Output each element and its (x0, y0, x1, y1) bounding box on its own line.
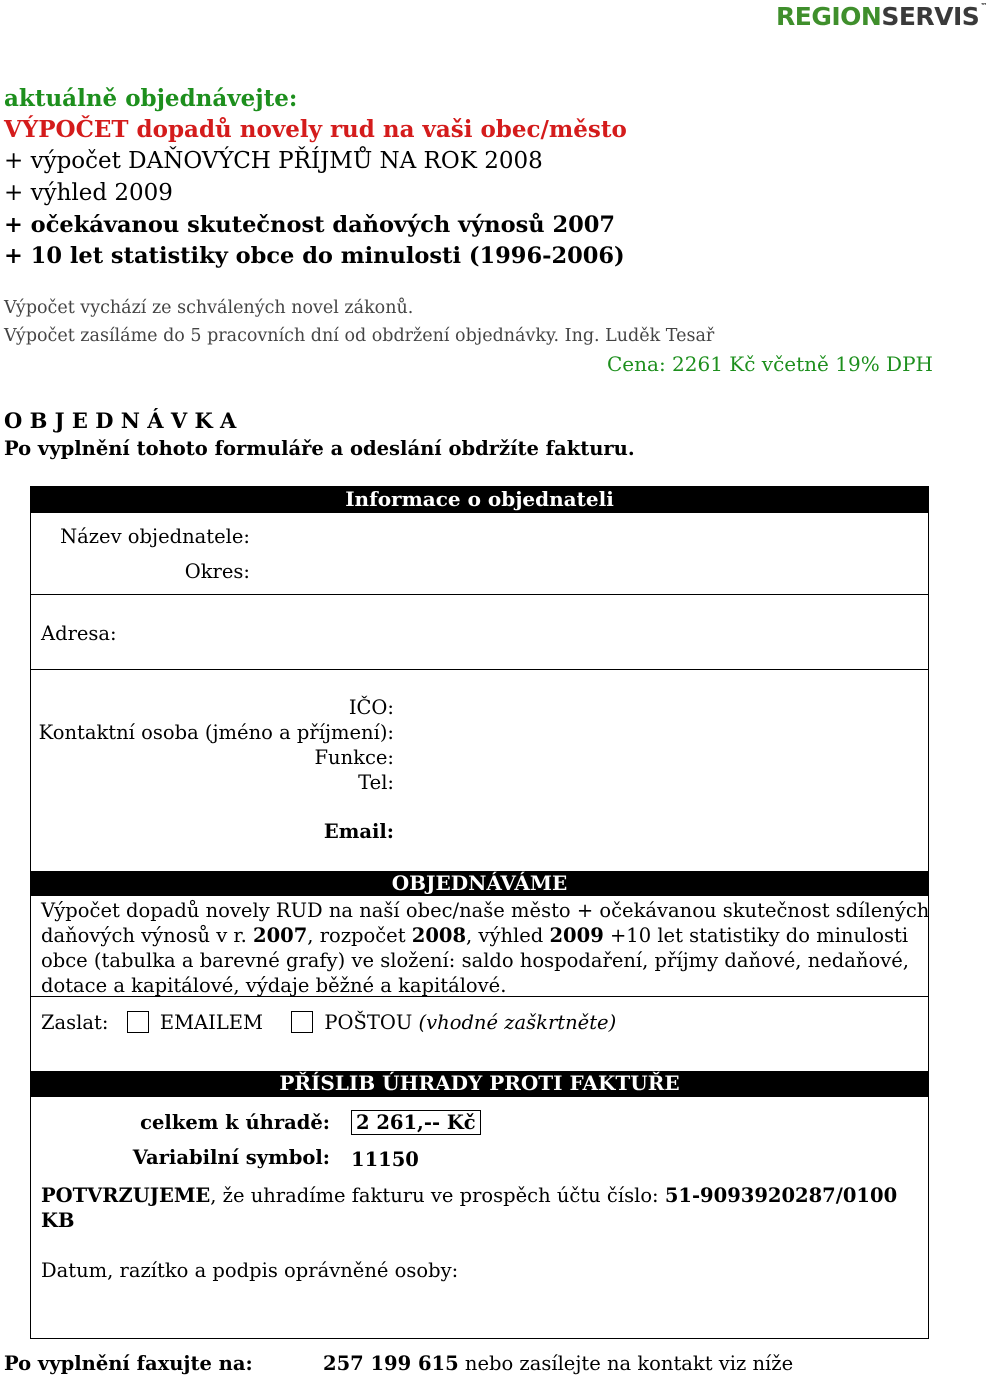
post-checkbox[interactable] (291, 1011, 313, 1033)
section-bar-order (31, 871, 928, 896)
promo-line-1: VÝPOČET dopadů novely rud na vaši obec/město (4, 116, 627, 143)
district-label: Okres: (184, 560, 250, 583)
order-subtitle: Po vyplnění tohoto formuláře a odeslání obdržíte fakturu. (4, 437, 635, 460)
function-label: Funkce: (314, 746, 394, 769)
signature-label: Datum, razítko a podpis oprávněné osoby: (41, 1259, 459, 1282)
promo-line-2: + výpočet DAŇOVÝCH PŘÍJMŮ NA ROK 2008 (4, 148, 543, 174)
confirmation-line (41, 1184, 897, 1207)
logo-part-region: REGION (776, 2, 882, 31)
total-due-value (351, 1111, 481, 1134)
section-bar-payment (31, 1071, 928, 1097)
divider (31, 594, 928, 595)
fax-label: Po vyplnění faxujte na: (4, 1352, 253, 1375)
promo-line-3: + výhled 2009 (4, 180, 173, 206)
divider (31, 669, 928, 670)
order-description-line-4: dotace a kapitálové, výdaje běžné a kapitálové. (41, 974, 507, 997)
order-description-line-3: obce (tabulka a barevné grafy) ve složení: saldo hospodaření, příjmy daňové, nedaňové, (41, 949, 909, 972)
order-title: O B J E D N Á V K A (4, 408, 237, 433)
send-label: Zaslat: (41, 1011, 109, 1034)
logo-trademark: ™ (980, 2, 987, 10)
desc-year-2008: 2008 (411, 924, 467, 947)
order-form (30, 486, 929, 1339)
desc-text: , výhled (466, 924, 550, 947)
section-bar-customer-info (31, 487, 928, 513)
bank-account: 51-9093920287/0100 (664, 1184, 898, 1207)
email-option-label: EMAILEM (159, 1011, 263, 1034)
order-description-line-2 (41, 924, 908, 947)
price: Cena: 2261 Kč včetně 19% DPH (607, 352, 933, 376)
checkbox-hint: (vhodné zaškrtněte) (418, 1011, 617, 1034)
tel-label: Tel: (358, 771, 394, 794)
regionservis-logo (776, 2, 987, 31)
section-title-customer-info: Informace o objednateli (345, 487, 614, 511)
variable-symbol-value: 11150 (351, 1148, 419, 1171)
section-title-payment: PŘÍSLIB ÚHRADY PROTI FAKTUŘE (279, 1071, 680, 1095)
customer-name-label: Název objednatele: (60, 525, 250, 548)
post-option-label: POŠTOU (324, 1011, 413, 1034)
promo-line-5: + 10 let statistiky obce do minulosti (1996-2006) (4, 243, 625, 269)
promo-note-2: Výpočet zasíláme do 5 pracovních dní od obdržení objednávky. Ing. Luděk Tesař (4, 326, 715, 346)
variable-symbol-label: Variabilní symbol: (132, 1146, 330, 1169)
fax-number: 257 199 615 (323, 1352, 459, 1375)
confirmation-text: , že uhradíme fakturu ve prospěch účtu číslo: (210, 1184, 665, 1207)
desc-text: , rozpočet (307, 924, 412, 947)
logo-part-servis: SERVIS (881, 2, 980, 31)
bank-name: KB (41, 1209, 75, 1232)
promo-heading: aktuálně objednávejte: (4, 85, 298, 112)
email-label: Email: (323, 820, 394, 843)
desc-year-2007: 2007 (253, 924, 308, 947)
ico-label: IČO: (348, 696, 394, 719)
order-description-line-1: Výpočet dopadů novely RUD na naší obec/naše město + očekávanou skutečnost sdílených (41, 899, 930, 922)
fax-rest: nebo zasílejte na kontakt viz níže (458, 1352, 794, 1375)
promo-note-1: Výpočet vychází ze schválených novel zákonů. (4, 298, 414, 318)
address-label: Adresa: (41, 622, 117, 645)
send-options-row (41, 1011, 616, 1034)
promo-line-4: + očekávanou skutečnost daňových výnosů 2007 (4, 212, 616, 238)
total-due-amount: 2 261,-- Kč (351, 1110, 481, 1135)
total-due-label: celkem k úhradě: (140, 1111, 330, 1134)
desc-year-2009: 2009 (549, 924, 604, 947)
fax-line (323, 1352, 793, 1375)
contact-person-label: Kontaktní osoba (jméno a příjmení): (38, 721, 394, 744)
divider (31, 996, 928, 997)
email-checkbox[interactable] (127, 1011, 149, 1033)
section-title-order: OBJEDNÁVÁME (391, 871, 568, 895)
confirmation-bold: POTVRZUJEME (41, 1184, 211, 1207)
desc-text: daňových výnosů v r. (41, 924, 254, 947)
desc-text: +10 let statistiky do minulosti (603, 924, 909, 947)
